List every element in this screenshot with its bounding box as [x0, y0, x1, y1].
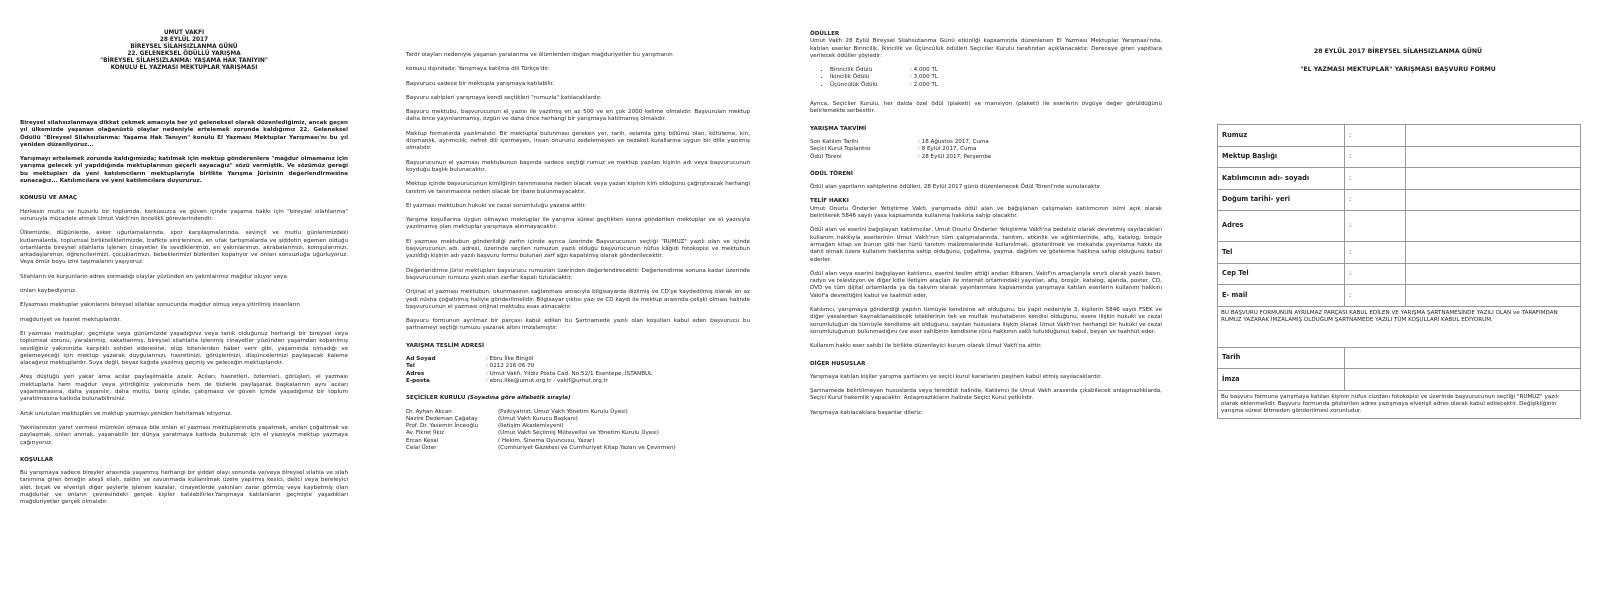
- juror-row: [406, 416, 750, 423]
- paragraph: Yakınlarınızın yanıt vermesi mümkün olmasa bile onları el yazması mektuplarınızla yaşatmak, anıları çoğaltmak ve paylaşmak, onları anmak, yaşanabilir bir dünya yaratmaya katkıda bulunmak için el yazısıyla mektup yazmaya çağırıyoruz.: [20, 424, 348, 446]
- takvim-value: : 28 Eylül 2017, Perşembe: [918, 153, 992, 160]
- paragraph: Umut Onurlu Önderler Yetiştirme Vakfı, yarışmada ödül alan ve bağışlanan çalışmaları katılımcının isimi açık olarak belirtilerek 5846 sayılı yasa kapsamında kullanma hakkına sahip olacaktır.: [810, 205, 1162, 220]
- prize-amount: : 4.000 TL: [910, 67, 938, 74]
- form-footer-note: Bu başvuru formuna yarışmaya katılan kişinin nüfus cüzdanı fotokopisi ve üzerinde başvurucunun seçtiği "RUMUZ" yazılı olarak eklenmelidir. Başvuru formunda gösterilen adres yazışmaya elverişli adres olarak kabul edilecektir. Değişikliğinin yarışma süresi bitmeden gönderilmesi zorunludur.: [1218, 390, 1581, 418]
- section-title-seciciler: [406, 395, 750, 402]
- header-line: UMUT VAKFI: [163, 30, 205, 36]
- paragraph: Ödül alan yapıtların sahiplerine ödülleri, 28 Eylül 2017 günü düzenlenecek Ödül Töreni'nde sunulacaktır.: [810, 184, 1102, 191]
- name-field[interactable]: [1406, 168, 1581, 190]
- section-title-oduller: ÖDÜLLER: [810, 31, 840, 37]
- prize-item: [830, 82, 1162, 89]
- field-colon: :: [1345, 263, 1406, 285]
- takvim-key: Ödül Töreni: [810, 153, 842, 160]
- prize-amount: : 2.000 TL: [910, 81, 938, 88]
- paragraph: Yarışmaya katılan kişiler yarışma şartlarını ve seçici kurul kararlarını peşinen kabul etmiş sayılacaklardır.: [810, 373, 1102, 380]
- section-title-konu: KONUSU VE AMAÇ: [20, 195, 78, 202]
- intro-paragraph: Yarışmayı ertelemek zorunda kaldığımızda; katılmak için mektup gönderenlere "mağdur olmamanız için yarışma gelecek yıl yapıldığında mektuplarınızı geçerli sayacağız" sözü vermiştik. Ve sözümüz gereği bu mektupları da yeni katılımcıların mektuplarıyla birlikte Yarışma Jürisinin değerlendirmesine sunacağız... Katılımcılara ve yeni katılımcılara duyururuz.: [20, 156, 348, 185]
- form-row: [1218, 125, 1581, 147]
- takvim-value: : 18 Ağustos 2017, Cuma: [918, 138, 989, 145]
- field-colon: :: [1345, 125, 1406, 147]
- form-row: [1218, 369, 1581, 391]
- juror-role: (Cumhuriyet Gazetesi ve Cumhuriyet Kitap Yazarı ve Çevirmen): [498, 444, 676, 451]
- paragraph: El yazması mektubun gönderildiği zarfın içinde ayrıca üzerinde Başvurucunun seçtiği "RUMUZ" yazılı olan ve içinde başvurucunun adı, adresi, üzerinde seçilen rumuzun yazılı olduğu başvurucunun nüfus kâğıdı fotokopisi ve mektubun yazıldığı kişinin adı yazılı başvuru formu bulunan zarf ağzı kapatılmış olarak gönderilecektir.: [406, 238, 750, 260]
- juror-row: [406, 430, 750, 437]
- prize-name: • Üçüncülük Ödülü: [830, 81, 878, 88]
- mektup-basligi-field[interactable]: [1406, 146, 1581, 168]
- paragraph: Ayrıca, Seçiciler Kurulu, her dalda özel ödül (plaketi) ve mansiyon (plaketi) ile eserlerin övgüye değer görüldüğünü belirlemekte serbesttir.: [810, 101, 1162, 115]
- header-line: 22. GELENEKSEL ÖDÜLLÜ YARIŞMA: [127, 51, 241, 57]
- tarih-label: Tarih: [1218, 347, 1345, 369]
- prize-amount: : 3.000 TL: [910, 74, 938, 81]
- header-line: 28 EYLÜL 2017: [159, 37, 209, 43]
- takvim-key: Seçici Kurul Toplantısı: [810, 146, 871, 153]
- paragraph: Terör olayları nedeniyle yaşanan yaralanma ve ölümlerden doğan mağduriyetler bu yarışmanın: [406, 52, 673, 58]
- column-3: [810, 31, 1162, 424]
- paragraph: Yarışmaya katılacaklara başarılar dileriz.: [810, 409, 923, 416]
- column-1: [20, 30, 348, 514]
- paragraph: El yazması mektuplar; geçmişte veya günümüzde yaşadığınız veya tanık olduğunuz herhangi bir bireysel veya toplumsal sorunu, yaralanmış, sakatlanmış, bireysel silahlarla işlenmiş cinayetler yüzünden yaşamdan koparılmış sevdiğiniz yakınınızla karşılıklı sohbet ederesine, olup bitenlerden haber verir gibi, yaşamında olmadığı ve gelemeyeceği için mektup yazarak duygularınızı, hasretinizi, görüşlerinizi, düşüncelerinizi paylaşacak kaleme alacağınız mektuplardır. Suya değil, beyaz kağıda yazılmış geçmiş ve geleceğin mektuplarıdır.: [20, 330, 348, 367]
- form-row: [1218, 306, 1581, 347]
- paragraph: Ödül alan ve eserini bağışlayan katılımcılar, Umut Onurlu Önderler Yetiştirme Vakfı'na bedelsiz olarak devretmiş sayılacakları kullanım hakkıyla eserlerinin Umut Vakfı'nın tüm çalışmalarında, tanıtım, etkinlik ve eğitimlerinde, afiş, katalog, broşür armağan kitap ve bunun gibi her türlü tanıtım malzemelerinde kullanılmak, gösterilmek ve mekanda yayınlama hakkı da dahil olmak üzere kullanım haklarına sahip olduğunu, çoğaltma, yayma, dağıtım ve gösterme hakkına sahip olduğunu kabul ederler.: [810, 227, 1162, 263]
- imza-label: İmza: [1218, 369, 1345, 391]
- field-label: Cep Tel: [1218, 263, 1345, 285]
- paragraph: Başvuru sahipleri yarışmaya kendi seçtikleri "rumuzla" katılacaklardır.: [406, 94, 602, 101]
- seciciler-title: SEÇİCİLER KURULU: [406, 395, 466, 402]
- juror-role: (Umut Vakfı Kurucu Başkanı): [498, 415, 578, 422]
- takvim-row: [810, 154, 1162, 161]
- juror-row: [406, 438, 750, 445]
- section-title-kosullar: KOŞULLAR: [20, 456, 54, 463]
- juror-name: Dr. Ayhan Akcan: [406, 408, 452, 415]
- juror-role: ( Hekim, Sinema Oyuncusu, Yazar): [498, 437, 595, 444]
- paragraph: Mektup içinde başvurucunun kimliğinin tanınmasına neden olacak veya yazan kişinin kim olduğunu çağrıştıracak herhangi tanıtım ve tanınmasına neden olacak bir ibare bulunmayacaktır.: [406, 181, 750, 195]
- form-subtitle: "EL YAZMASI MEKTUPLAR" YARIŞMASI BAŞVURU FORMU: [1300, 66, 1496, 73]
- tarih-field[interactable]: [1345, 347, 1581, 369]
- paragraph: Herkesin mutlu ve huzurlu bir toplumda, korkusuzca ve güven içinde yaşama hakkı için "bireysel silahlanma" sorunuyla mücadele etmek Umut Vakfı'nın öncelikli görevlerindendir.: [20, 208, 348, 222]
- intro-paragraph: Bireysel silahsızlanmaya dikkat çekmek amacıyla her yıl geleneksel olarak düzenlediğimiz, ancak geçen yıl ülkemizde yaşanan olağanüstü olaylar nedeniyle ertelemek zorunda kaldığımız 22. Geleneksel Ödüllü "Bireysel Silahsızlanma: Yaşama Hak Tanıyın" konulu El Yazması Mektuplar Yarışması'nı bu yıl yeniden düzenliyoruz...: [20, 120, 348, 148]
- prize-name: • Birincilik Ödülü: [830, 67, 873, 74]
- paragraph: Katılımcı, yarışmaya gönderdiği yapıtın tümüyle kendisine ait olduğunu, bu yapıt nedeniyle 3. kişilerin 5846 sayılı FSEK ve diğer yasalardan kaynaklanabilecek isteklerinin tek ve mutlak muhatabının kendisi olduğunu, esere ilişkin hukuki ve cezai sorumluluğun da tümüyle kendisine ait olduğunu, sayılan hususlara ilişkin olarak Umut Vakfı'nın herhangi bir hukuki ve cezai sorumluluğunun bulunmadığını (ve eser sahibinin kendisine rücu hakkının saklı tutulduğunu) kabul, beyan ve taahhüt eder.: [810, 307, 1162, 335]
- teslim-value: : ebru.ilke@umut.org.tr - vakif@umut.org.tr: [486, 377, 609, 384]
- paragraph: Artık unutulan mektupları ve mektup yazmayı yeniden hatırlamak istiyoruz.: [20, 410, 233, 417]
- paragraph: Ateş düştüğü yeri yakar ama acılar paylaşılmakla azalır. Acıları, hasretleri, özlemleri, görüşleri, el yazması mektuplarla hem mağdur veya yitirdiğiniz yakınınızla hem de bizlerle paylaşarak başkalarının aynı acıları yaşamamasına, daha yaşanılır, daha mutlu, barış içinde, çatışmasız ve güven içinde yaşadığımız bir toplum yaratılmasına katkıda bulunabilirsiniz.: [20, 374, 348, 403]
- teslim-row: [406, 356, 750, 363]
- form-row: [1218, 146, 1581, 168]
- paragraph: Başvurucunun el yazması mektubunun başında sadece seçtiği rumuz ve mektup yazılan kişinin adı veya başvurucunun koyduğu başlık bulunacaktır.: [406, 159, 750, 173]
- column-2: [406, 52, 750, 452]
- takvim-key: Son Katılım Tarihi: [810, 138, 859, 145]
- field-colon: :: [1345, 242, 1406, 264]
- juror-name: Nazire Dedeman Çağatay: [406, 415, 478, 422]
- section-title-takvim: YARIŞMA TAKVİMİ: [810, 125, 867, 132]
- field-label: Mektup Başlığı: [1218, 146, 1345, 168]
- field-colon: :: [1345, 168, 1406, 190]
- field-colon: :: [1345, 146, 1406, 168]
- document-header: [20, 30, 348, 72]
- field-colon: :: [1345, 211, 1406, 242]
- paragraph: Kullanım hakkı eser sahibi ile birlikte düzenleyici kurum olarak Umut Vakfı'na aittir.: [810, 343, 1042, 350]
- paragraph: konusu dışındadır. Yarışmaya katılma dili Türkçe'dir.: [406, 66, 550, 73]
- paragraph: Mektup formatında yazılmalıdır. Bir mektupta bulunması gereken yer, tarih, selamla giriş bölümü olan, kötüleme, kin, düşmanlık, ayrımcılık, nefret dili içermeyen, insan onurunu zedelemeyen ve nezaket kurallarına uygun bir dille yazılmış olmalıdır.: [406, 130, 750, 152]
- application-form: [1217, 48, 1579, 419]
- takvim-row: [810, 139, 1162, 146]
- teslim-value: : 0212 216 06 70: [486, 363, 535, 370]
- paragraph: Orijinal el yazması mektubun; okunmasının sağlanması amacıyla bilgisayarda dizilmiş ve CD'ye kaydedilmiş olarak en az yedi nüsha çoğaltılmış haliyle gönderilmelidir. Bilgisayar çıktısı yazı ve CD kaydı ile mektup arasında çelişki olması halinde başvurucunun el yazması orijinal mektubu esas alınacaktır.: [406, 289, 750, 310]
- prize-name: • İkincilik Ödülü: [830, 74, 870, 81]
- phone-field[interactable]: [1406, 242, 1581, 264]
- paragraph: Şartnamede belirtilmeyen hususlarda veya tereddüt halinde, Katılımcı ile Umut Vakfı arasında çıkabilecek anlaşmazlıklarda, Seçici Kurul hakemlik yapacaktır. Anlaşmazlıkların halinde Seçici Kurul yetkilidir.: [810, 388, 1162, 402]
- section-title-toren: ÖDÜL TÖRENİ: [810, 170, 853, 177]
- form-row: [1218, 168, 1581, 190]
- address-field[interactable]: [1406, 211, 1581, 242]
- imza-field[interactable]: [1345, 369, 1581, 391]
- paragraph: onları kaybediyoruz.: [20, 288, 77, 295]
- prize-item: [830, 74, 1162, 81]
- takvim-value: : 8 Eylül 2017, Cuma: [918, 146, 977, 153]
- form-row: [1218, 263, 1581, 285]
- paragraph: Başvurucu sadece bir mektupla yarışmaya katılabilir.: [406, 80, 555, 87]
- juror-row: [406, 409, 750, 416]
- rumuz-field[interactable]: [1406, 125, 1581, 147]
- form-row: [1218, 242, 1581, 264]
- juror-role: (Umut Vakfı Seçilmiş Mütevellisi ve Yönetim Kurulu Üyesi): [498, 430, 659, 437]
- agreement-text: BU BAŞVURU FORMUNUN AYRILMAZ PARÇASI KABUL EDİLEN VE YARIŞMA ŞARTNAMESİNDE YAZILI OLAN ve TARAFIMDAN RUMUZ YAZARAK İMZALAMIŞ OLDUĞUM ŞARTNAMEDE YAZILI TÜM KOŞULLARI KABUL EDİYORUM.: [1218, 306, 1581, 347]
- section-title-telif: TELİF HAKKI: [810, 198, 849, 205]
- birth-field[interactable]: [1406, 189, 1581, 211]
- paragraph: Yarışma koşullarına uygun olmayan mektuplar ile yarışma süresi geçtikten sonra gönderilen mektuplar ve el yazısıyla yazılmamış olan mektuplar yarışmaya alınmayacaktır.: [406, 217, 750, 231]
- teslim-key: Adres: [406, 370, 425, 377]
- paragraph: Bu yarışmaya sadece bireyler arasında yaşanmış herhangi bir şiddet olayı sonunda ve/veya bireysel silahla ve silah tanımına giren örneğin ateşli silah, saldırı ve savunmada kullanılmak üzere yapılmış kesici, delici veya bereleyici alet, bıçak ve elverişli diğer şeylerle işlenen kazalar, cinayetlerde yakınları zarar görmüş veya kaybetmiş olan mağdurlar ve onların çevresindeki gerçek kişiler katılabilirler.Yarışmaya katılanların geçmişte yaşadıkları mağduriyetler gerçek olmalıdır.: [20, 470, 348, 506]
- prize-item: [830, 67, 1162, 74]
- juror-row: [406, 445, 750, 452]
- juror-role: (İletişim Akademisyeni): [498, 423, 564, 430]
- field-label: E- mail: [1218, 285, 1345, 307]
- juror-name: Prof. Dr. Yasemin İnceoğlu: [406, 423, 479, 430]
- paragraph: Değerlendirme jürisi mektupları başvurucu rumuzları üzerinden değerlendirecektir. Değerlendirme sonuna kadar üzerinde başvurucunun rumuzu yazılı olan zarflar kapalı tutulacaktır.: [406, 267, 750, 281]
- field-label: Rumuz: [1218, 125, 1345, 147]
- form-title: 28 EYLÜL 2017 BİREYSEL SİLAHSIZLANMA GÜNÜ: [1313, 48, 1483, 55]
- paragraph: Başvuru formunun ayrılmaz bir parçası kabul edilen bu Şartnamede yazılı olan koşulları kabul eden başvurucu bu şartnameyi seçtiği rumuzu yazarak altını imzalamıştır.: [406, 318, 750, 332]
- teslim-key: Ad Soyad: [406, 356, 436, 363]
- field-colon: :: [1345, 189, 1406, 211]
- juror-name: Av. Fikret İlkiz: [406, 430, 445, 437]
- field-label: Katılımcının adı- soyadı: [1218, 168, 1345, 190]
- juror-role: (Psikiyatrist, Umut Vakfı Yönetim Kurulu Üyesi): [498, 408, 628, 415]
- teslim-value: : Umut Vakfı, Yıldız Posta Cad. No:52/1 Esentepe, İSTANBUL: [486, 370, 653, 377]
- email-field[interactable]: [1406, 285, 1581, 307]
- seciciler-note: (Soyadına göre alfabetik sırayla): [467, 395, 571, 402]
- prize-list: [830, 67, 1162, 89]
- teslim-key: E-posta: [406, 377, 430, 384]
- teslim-row: [406, 371, 750, 378]
- field-label: Tel: [1218, 242, 1345, 264]
- form-table: [1217, 124, 1581, 419]
- teslim-row: [406, 378, 750, 385]
- teslim-value: : Ebru İlke Bingöl: [486, 356, 534, 363]
- paragraph: mağduriyet ve hasret mektuplarıdır.: [20, 316, 122, 323]
- juror-name: Celal Üster: [406, 444, 437, 451]
- paragraph: Silahların ve kurşunların adres sormadığı olaylar yüzünden en yakınlarımız mağdur oluyor veya: [20, 273, 287, 280]
- field-label: Doğum tarihi- yeri: [1218, 189, 1345, 211]
- teslim-key: Tel: [406, 363, 415, 370]
- juror-name: Ercan Kesal: [406, 437, 439, 444]
- form-row: [1218, 211, 1581, 242]
- takvim-row: [810, 146, 1162, 153]
- paragraph: Ödül alan veya eserini bağışlayan katılımcı, eserini teslim ettiği andan itibaren, Vakıf'ın amaçlarıyla sınırlı olarak yazılı basın, radyo ve televizyon ve diğer kitle iletişim araçları ile internet ortamındaki yayınlar, afiş, broşür, katalog, ajanda, poster, CD, DVD ve tüm dijital ortamlarda ya da takvim olarak yayınlanması kapsamında yarışmaya katılan eserlerin kullanım hakkını Vakıf'a devrettiğini kabul ve taahhüt eder.: [810, 270, 1162, 299]
- paragraph: El yazması mektubun hukuki ve cezai sorumluluğu yazana aittir.: [406, 202, 587, 209]
- paragraph: Elyazması mektuplar yakınlarını bireysel silahlar sonucunda mağdur olmuş veya yitirilmiş insanların: [20, 302, 300, 309]
- field-colon: :: [1345, 285, 1406, 307]
- header-line: KONULU EL YAZMASI MEKTUPLAR YARIŞMASI: [110, 65, 258, 71]
- section-title-diger: DİĞER HUSUSLAR: [810, 360, 866, 367]
- field-label: Adres: [1218, 211, 1345, 242]
- form-row: [1218, 285, 1581, 307]
- header-line: BİREYSEL SİLAHSIZLANMA GÜNÜ: [130, 44, 238, 50]
- mobile-field[interactable]: [1406, 263, 1581, 285]
- teslim-row: [406, 363, 750, 370]
- header-line: "BİREYSEL SİLAHSIZLANMA: YAŞAMA HAK TANIYIN": [100, 58, 268, 64]
- paragraph: Ülkemizde, düğünlerde, asker uğurlamalarında, spor karşılaşmalarında, sevinçli ve mutlu günlerimizdeki kutlamalarda, toplumsal birlikteliklerimizde, trafikte sinirlenince, en ufak tartışmalarda ve şiddetin egemen olduğu ortamlarda bireysel silahlarla işlenen cinayetler ile sevdiklerimizi, en yakınlarımızı, akrabalarımızı, komşularımızı, arkadaşlarımızı, öğrencilerimizi, çocuklarımızı, bebeklerimizi bizlerden koparıyor ve onları sonsuzluğa uğurluyoruz. Veya ömür boyu izini taşımalarını yaşıyoruz.: [20, 230, 348, 266]
- form-row: [1218, 189, 1581, 211]
- paragraph: Başvuru mektubu, başvurucunun el yazısı ile yazılmış en az 500 ve en çok 2000 kelime olmalıdır. Başvurulan mektup daha önce yayınlanmamış, özgün ve daha önce herhangi bir yarışmaya katılmamış olmalıdır.: [406, 109, 750, 123]
- form-row: [1218, 347, 1581, 369]
- form-row: [1218, 390, 1581, 418]
- section-title-teslim: YARIŞMA TESLİM ADRESİ: [406, 342, 485, 349]
- paragraph: Umut Vakfı 28 Eylül Bireysel Silahsızlanma Günü etkinliği kapsamında düzenlenen El Yazması Mektuplar Yarışması'nda, katılan eserler Birincilik, İkincilik ve Üçüncülük ödülleri Seçiciler Kurulu tarafından açıklanacaktır. Dereceye giren yapıtlara verilecek ödüller şöyledir:: [810, 38, 1162, 59]
